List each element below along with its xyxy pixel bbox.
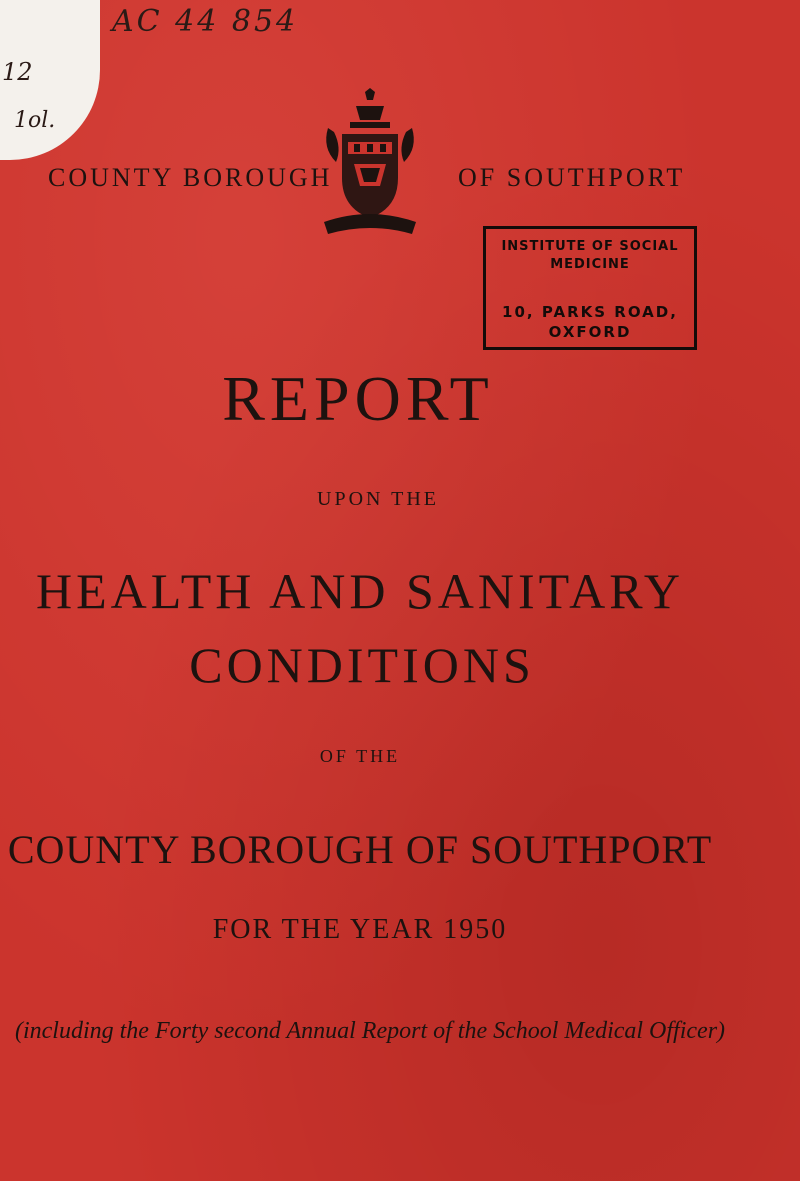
header-county-borough: COUNTY BOROUGH [48, 163, 333, 192]
coat-of-arms-icon [310, 88, 430, 248]
title-health-sanitary: HEALTH AND SANITARY [36, 563, 684, 619]
stamp-line-3: 10, PARKS ROAD, [502, 303, 678, 321]
title-report: REPORT [222, 363, 494, 434]
stamp-line-1: INSTITUTE OF SOCIAL [501, 239, 679, 254]
stamp-line-2: MEDICINE [550, 257, 630, 272]
title-year: FOR THE YEAR 1950 [212, 914, 508, 945]
title-county-borough: COUNTY BOROUGH OF SOUTHPORT [7, 827, 713, 872]
handwritten-mark-1: 12 [2, 58, 33, 86]
handwritten-mark-2: 1ol. [14, 108, 56, 133]
handwritten-shelfmark: AC 44 854 [112, 4, 299, 39]
stamp-line-4: OXFORD [548, 323, 632, 341]
library-stamp [483, 226, 697, 350]
title-subtitle-including: (including the Forty second Annual Report of the School Medical Officer) [14, 1018, 726, 1044]
title-upon-the: UPON THE [317, 488, 439, 510]
title-of-the: OF THE [319, 746, 401, 766]
title-conditions: CONDITIONS [189, 637, 535, 693]
header-of-southport: OF SOUTHPORT [458, 163, 686, 192]
